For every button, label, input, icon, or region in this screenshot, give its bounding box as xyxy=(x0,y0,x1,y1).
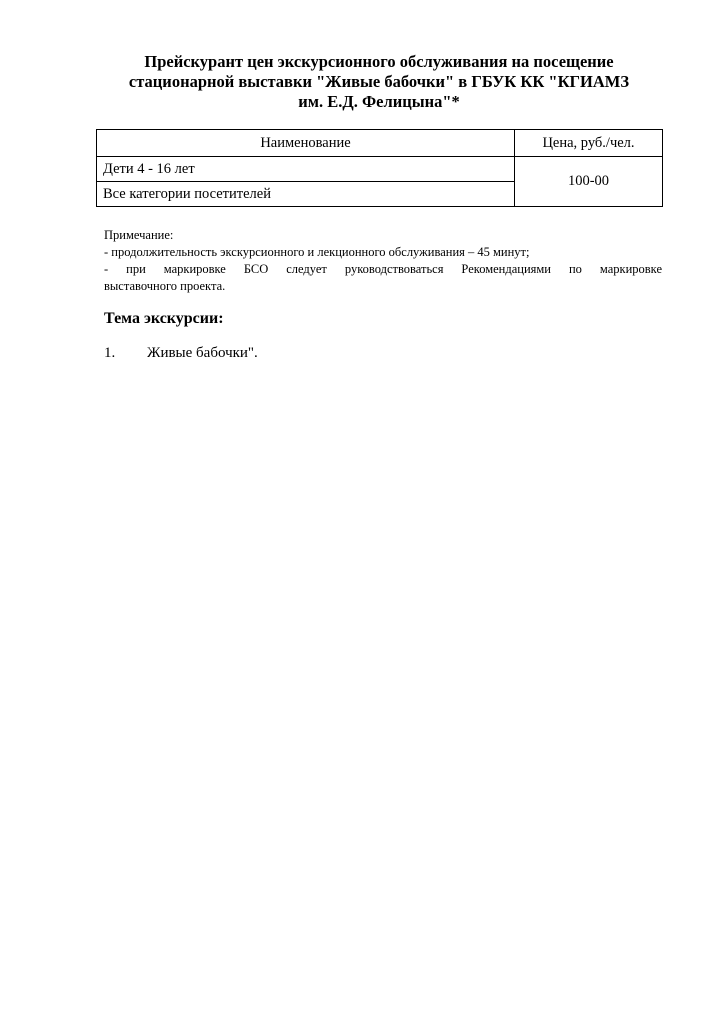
price-cell: 100-00 xyxy=(515,157,663,207)
title-line: им. Е.Д. Фелицына"* xyxy=(298,92,460,111)
row-name: Дети 4 - 16 лет xyxy=(97,157,515,182)
list-item xyxy=(104,343,504,363)
note-line: - при маркировке БСО следует руководствоваться Рекомендациями по маркировке xyxy=(104,262,662,276)
header-price: Цена, руб./чел. xyxy=(515,130,663,157)
note-line: выставочного проекта. xyxy=(104,279,226,293)
row-name: Все категории посетителей xyxy=(97,182,515,207)
title-line: Прейскурант цен экскурсионного обслуживания на посещение xyxy=(144,52,614,71)
document-title xyxy=(96,52,662,112)
note-label: Примечание: xyxy=(104,228,174,242)
table-row xyxy=(97,157,663,182)
price-table xyxy=(96,129,663,207)
list-item-text: Живые бабочки". xyxy=(147,345,258,361)
list-item-number: 1. xyxy=(104,345,116,361)
topics-heading: Тема экскурсии: xyxy=(104,310,224,327)
note-line: - продолжительность экскурсионного и лекционного обслуживания – 45 минут; xyxy=(104,245,530,259)
note-block xyxy=(104,227,662,295)
header-name: Наименование xyxy=(97,130,515,157)
title-line: стационарной выставки "Живые бабочки" в ГБУК КК "КГИАМЗ xyxy=(128,72,630,91)
table-header-row xyxy=(97,130,663,157)
